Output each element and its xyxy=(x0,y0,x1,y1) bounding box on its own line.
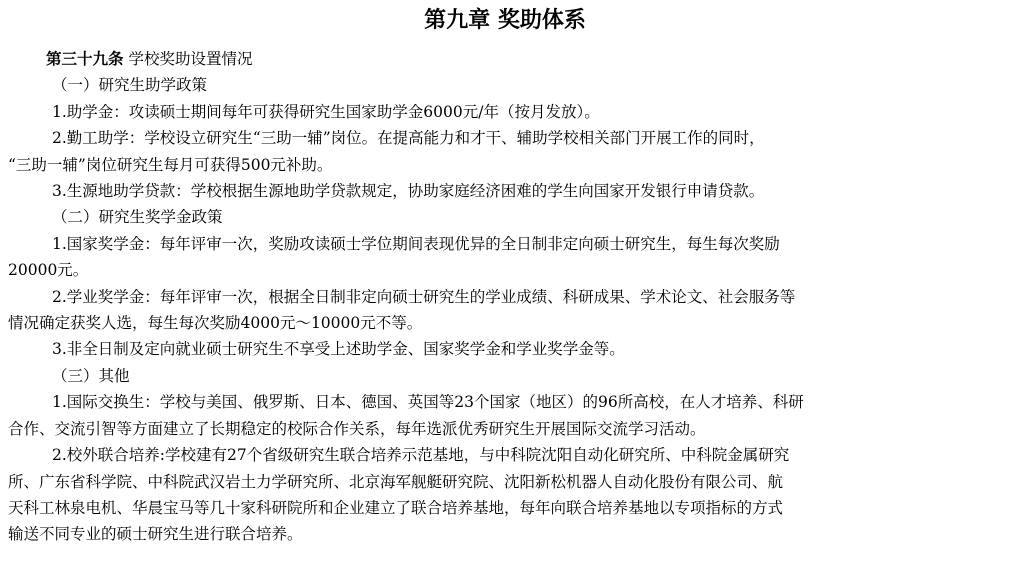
section-1-item-3-line-1: 3.生源地助学贷款：学校根据生源地助学贷款规定，协助家庭经济困难的学生向国家开发银行申请贷款。 xyxy=(52,182,765,201)
section-3-item-2-line-4: 输送不同专业的硕士研究生进行联合培养。 xyxy=(8,525,303,544)
section-1-item-2-line-1: 2.勤工助学：学校设立研究生“三助一辅”岗位。在提高能力和才干、辅助学校相关部门开展工作的同时， xyxy=(52,129,765,148)
section-heading-1: （一）研究生助学政策 xyxy=(52,76,208,95)
article-heading xyxy=(4,46,1006,72)
section-3-item-1-line-1: 1.国际交换生：学校与美国、俄罗斯、日本、德国、英国等23个国家（地区）的96所高校，在人才培养、科研 xyxy=(52,393,804,412)
article-number: 第三十九条 xyxy=(46,50,124,68)
section-3-item-2-line-3: 天科工林泉电机、华晨宝马等几十家科研院所和企业建立了联合培养基地，每年向联合培养基地以专项指标的方式 xyxy=(8,498,784,517)
section-2-item-2-line-1: 2.学业奖学金：每年评审一次，根据全日制非定向硕士研究生的学业成绩、科研成果、学术论文、社会服务等 xyxy=(52,287,796,306)
section-3-item-2-line-1: 2.校外联合培养:学校建有27个省级研究生联合培养示范基地，与中科院沈阳自动化研究所、中科院金属研究 xyxy=(52,446,790,465)
section-2-item-1-line-2: 20000元。 xyxy=(8,261,89,280)
section-2-item-1-line-1: 1.国家奖学金：每年评审一次，奖励攻读硕士学位期间表现优异的全日制非定向硕士研究生，每生每次奖励 xyxy=(52,234,780,253)
section-3-item-1-line-2: 合作、交流引智等方面建立了长期稳定的校际合作关系，每年选派优秀研究生开展国际交流学习活动。 xyxy=(8,419,706,438)
section-heading-3: （三）其他 xyxy=(52,366,130,385)
chapter-title: 第九章 奖助体系 xyxy=(424,8,586,33)
article-title: 学校奖助设置情况 xyxy=(128,50,253,68)
section-2-item-2-line-2: 情况确定获奖人选，每生每次奖励4000元～10000元不等。 xyxy=(8,314,423,333)
section-heading-2: （二）研究生奖学金政策 xyxy=(52,208,223,227)
section-3-item-2-line-2: 所、广东省科学院、中科院武汉岩土力学研究所、北京海军舰艇研究院、沈阳新松机器人自动化股份有限公司、航 xyxy=(8,472,784,491)
section-1-item-2-line-2: “三助一辅”岗位研究生每月可获得500元补助。 xyxy=(8,155,333,174)
section-1-item-1-line-1: 1.助学金：攻读硕士期间每年可获得研究生国家助学金6000元/年（按月发放）。 xyxy=(52,102,600,121)
section-2-item-3-line-1: 3.非全日制及定向就业硕士研究生不享受上述助学金、国家奖学金和学业奖学金等。 xyxy=(52,340,625,359)
